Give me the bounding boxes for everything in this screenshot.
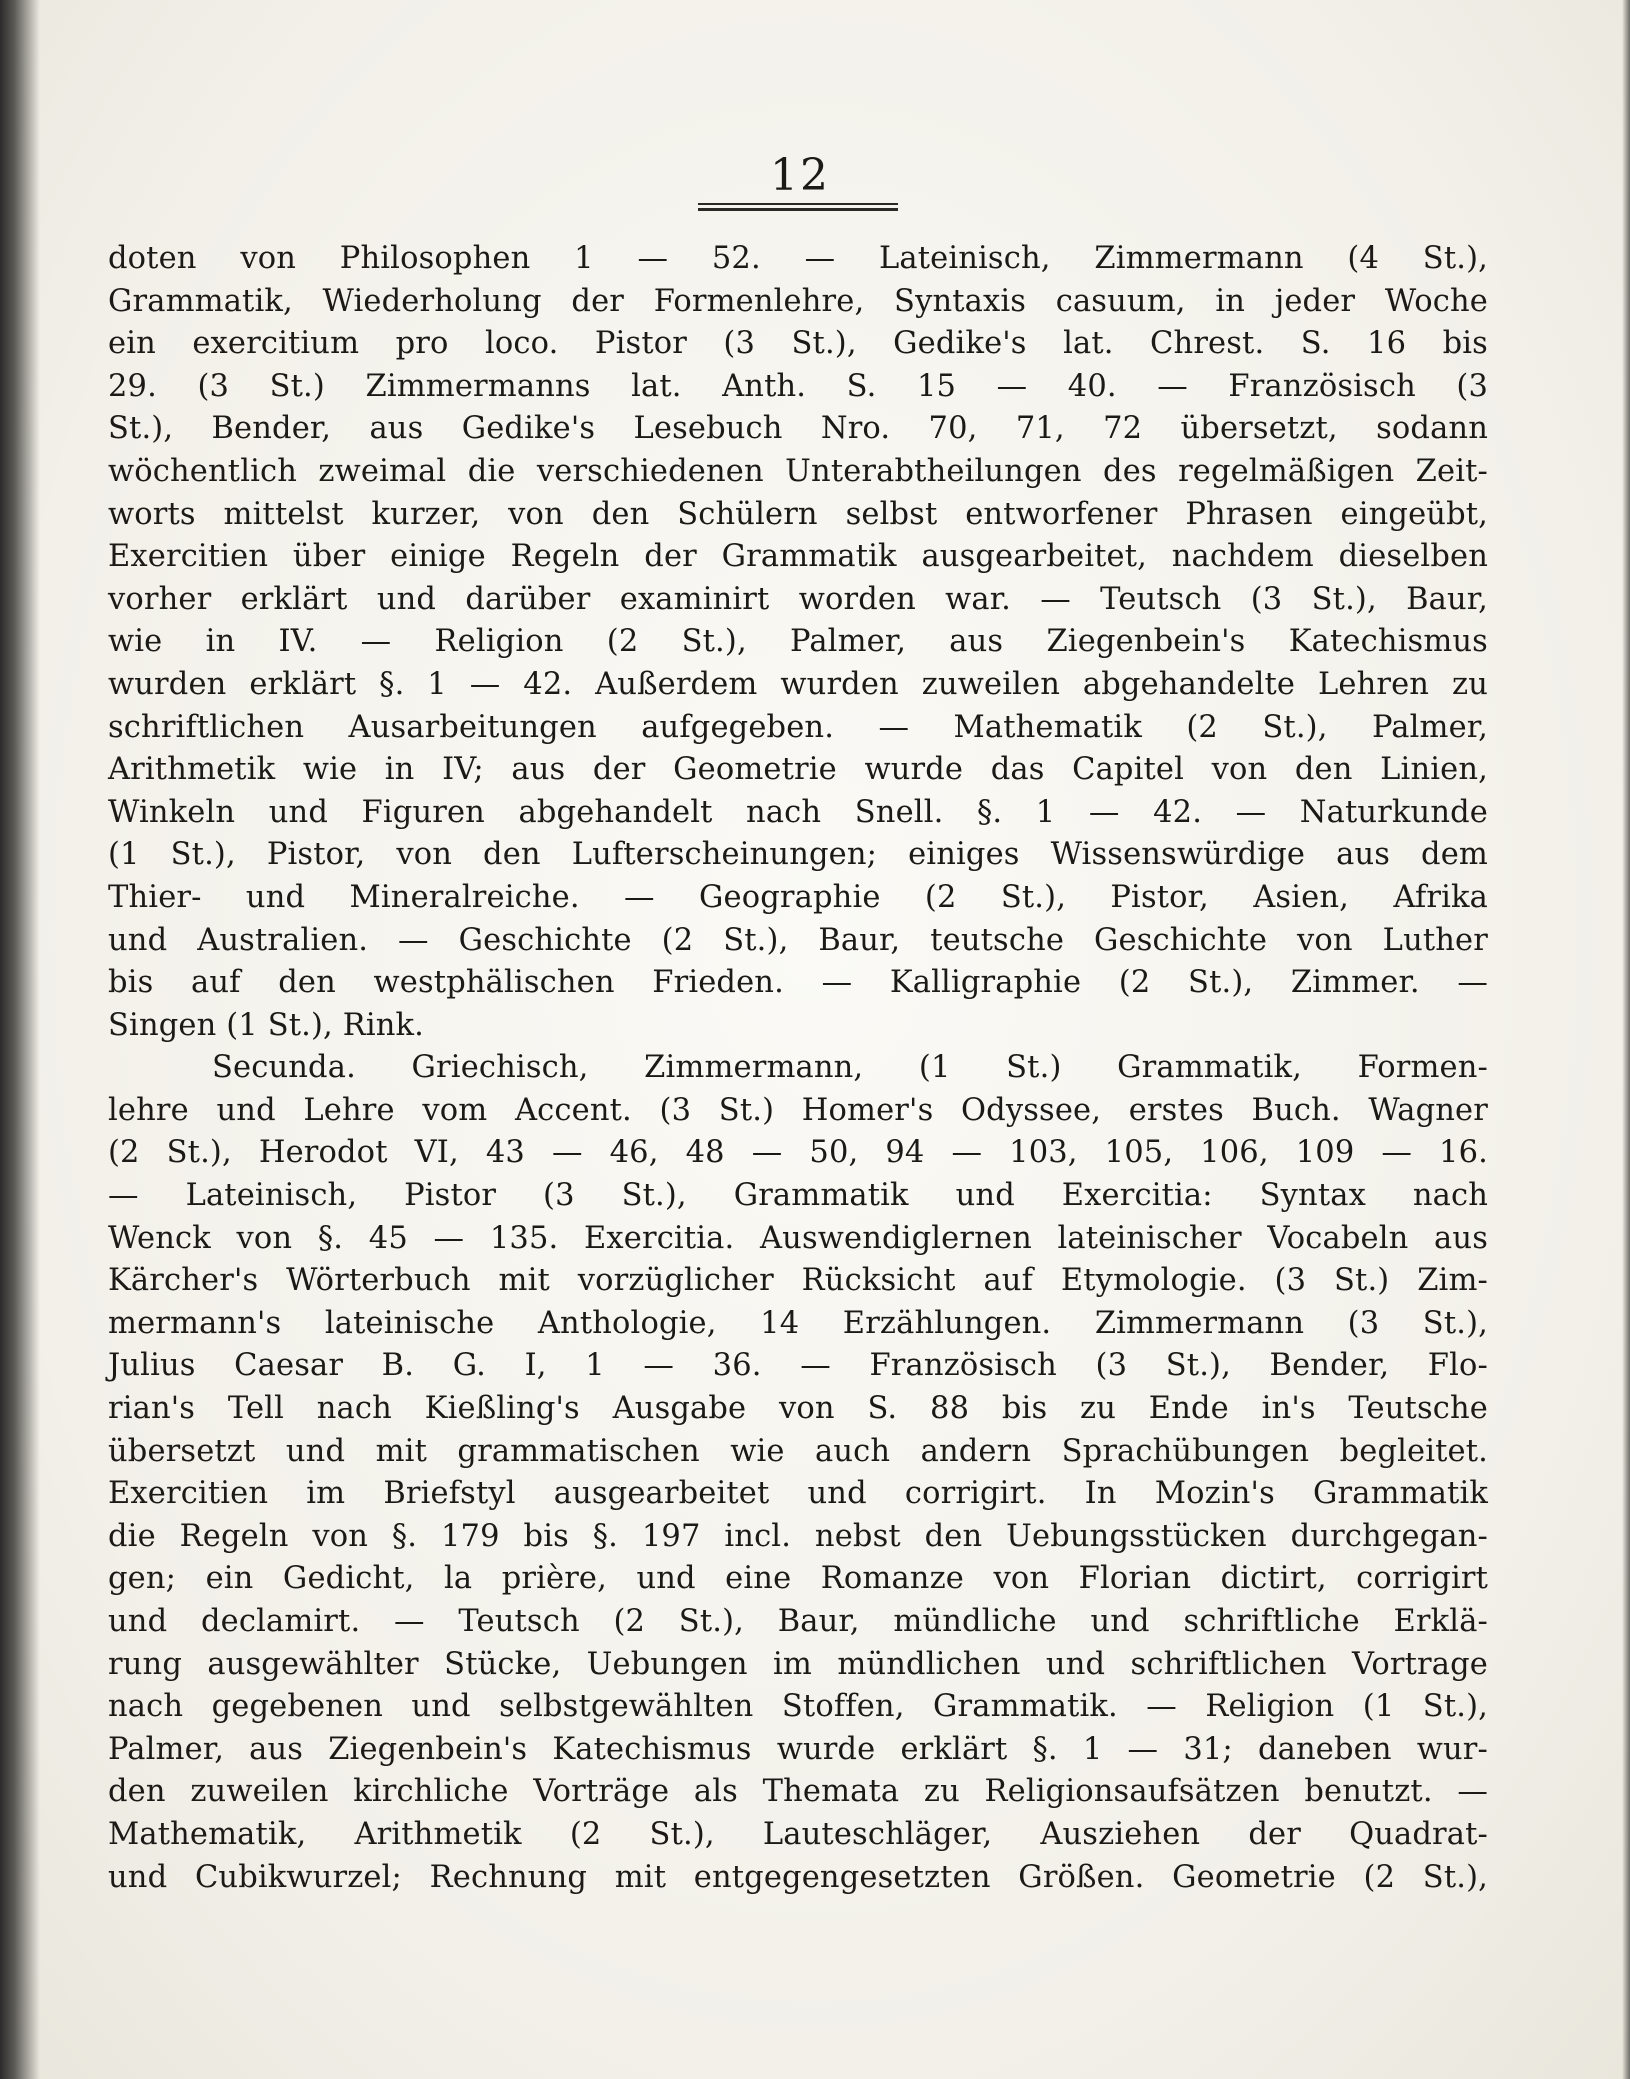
text-line: doten von Philosophen 1 — 52. — Lateinisch, Zimmermann (4 St.), [108,241,1488,276]
text-line: Thier- und Mineralreiche. — Geographie (2 St.), Pistor, Asien, Afrika [108,879,1488,915]
text-line: Arithmetik wie in IV; aus der Geometrie wurde das Capitel von den Linien, [108,752,1488,788]
text-line: übersetzt und mit grammatischen wie auch andern Sprachübungen begleitet. [108,1433,1488,1469]
text-line: Exercitien über einige Regeln der Grammatik ausgearbeitet, nachdem dieselben [108,539,1488,575]
text-line: Palmer, aus Ziegenbein's Katechismus wurde erklärt §. 1 — 31; daneben wur- [108,1731,1488,1767]
text-line: Wenck von §. 45 — 135. Exercitia. Auswendiglernen lateinischer Vocabeln aus [108,1220,1488,1256]
scan-left-shadow [0,0,40,2079]
text-line: Grammatik, Wiederholung der Formenlehre, Syntaxis casuum, in jeder Woche [108,283,1488,319]
text-line-paragraph-start: Secunda. Griechisch, Zimmermann, (1 St.) Grammatik, Formen- [212,1050,1488,1086]
text-line: und declamirt. — Teutsch (2 St.), Baur, mündliche und schriftliche Erklä- [108,1604,1488,1639]
text-line: die Regeln von §. 179 bis §. 197 incl. nebst den Uebungsstücken durchgegan- [108,1518,1488,1554]
page-number: 12 [770,150,830,201]
text-line: vorher erklärt und darüber examinirt worden war. — Teutsch (3 St.), Baur, [108,581,1488,617]
text-line: rung ausgewählter Stücke, Uebungen im mündlichen und schriftlichen Vortrage [108,1646,1488,1682]
text-line: Singen (1 St.), Rink. [108,1007,425,1043]
text-line: (2 St.), Herodot VI, 43 — 46, 48 — 50, 94 — 103, 105, 106, 109 — 16. [108,1135,1488,1171]
text-line: (1 St.), Pistor, von den Lufterscheinungen; einiges Wissenswürdige aus dem [108,837,1488,873]
header-rule-top [698,203,898,205]
text-line: worts mittelst kurzer, von den Schülern selbst entworfener Phrasen eingeübt, [108,496,1488,532]
text-line: Julius Caesar B. G. I, 1 — 36. — Französisch (3 St.), Bender, Flo- [108,1348,1488,1384]
text-line: 29. (3 St.) Zimmermanns lat. Anth. S. 15 — 40. — Französisch (3 [108,368,1488,404]
text-line: rian's Tell nach Kießling's Ausgabe von S. 88 bis zu Ende in's Teutsche [108,1391,1488,1427]
text-line: Mathematik, Arithmetik (2 St.), Lauteschläger, Ausziehen der Quadrat- [108,1816,1488,1852]
text-line: Exercitien im Briefstyl ausgearbeitet und corrigirt. In Mozin's Grammatik [108,1476,1488,1512]
text-line: ein exercitium pro loco. Pistor (3 St.), Gedike's lat. Chrest. S. 16 bis [108,326,1488,362]
body-text [108,238,1488,1899]
text-line: St.), Bender, aus Gedike's Lesebuch Nro. 70, 71, 72 übersetzt, sodann [108,411,1488,447]
text-line: den zuweilen kirchliche Vorträge als Themata zu Religionsaufsätzen benutzt. — [108,1774,1488,1810]
text-line: wie in IV. — Religion (2 St.), Palmer, aus Ziegenbein's Katechismus [108,624,1488,660]
text-line: mermann's lateinische Anthologie, 14 Erzählungen. Zimmermann (3 St.), [108,1305,1488,1341]
text-line: wöchentlich zweimal die verschiedenen Unterabtheilungen des regelmäßigen Zeit- [108,453,1488,489]
text-line: Winkeln und Figuren abgehandelt nach Snell. §. 1 — 42. — Naturkunde [108,794,1488,830]
text-line: lehre und Lehre vom Accent. (3 St.) Homer's Odyssee, erstes Buch. Wagner [108,1092,1488,1128]
text-line: nach gegebenen und selbstgewählten Stoffen, Grammatik. — Religion (1 St.), [108,1689,1488,1725]
text-line: gen; ein Gedicht, la prière, und eine Romanze von Florian dictirt, corrigirt [108,1561,1488,1597]
text-line: wurden erklärt §. 1 — 42. Außerdem wurden zuweilen abgehandelte Lehren zu [108,666,1488,702]
text-line: bis auf den westphälischen Frieden. — Kalligraphie (2 St.), Zimmer. — [108,965,1488,1001]
header-rule-bottom [698,208,898,211]
text-line: Kärcher's Wörterbuch mit vorzüglicher Rücksicht auf Etymologie. (3 St.) Zim- [108,1263,1488,1299]
text-line: — Lateinisch, Pistor (3 St.), Grammatik und Exercitia: Syntax nach [108,1178,1488,1214]
scan-right-edge [1622,0,1630,2079]
text-line: und Cubikwurzel; Rechnung mit entgegengesetzten Größen. Geometrie (2 St.), [108,1859,1488,1895]
text-line: und Australien. — Geschichte (2 St.), Baur, teutsche Geschichte von Luther [108,922,1488,958]
text-line: schriftlichen Ausarbeitungen aufgegeben. — Mathematik (2 St.), Palmer, [108,709,1488,745]
